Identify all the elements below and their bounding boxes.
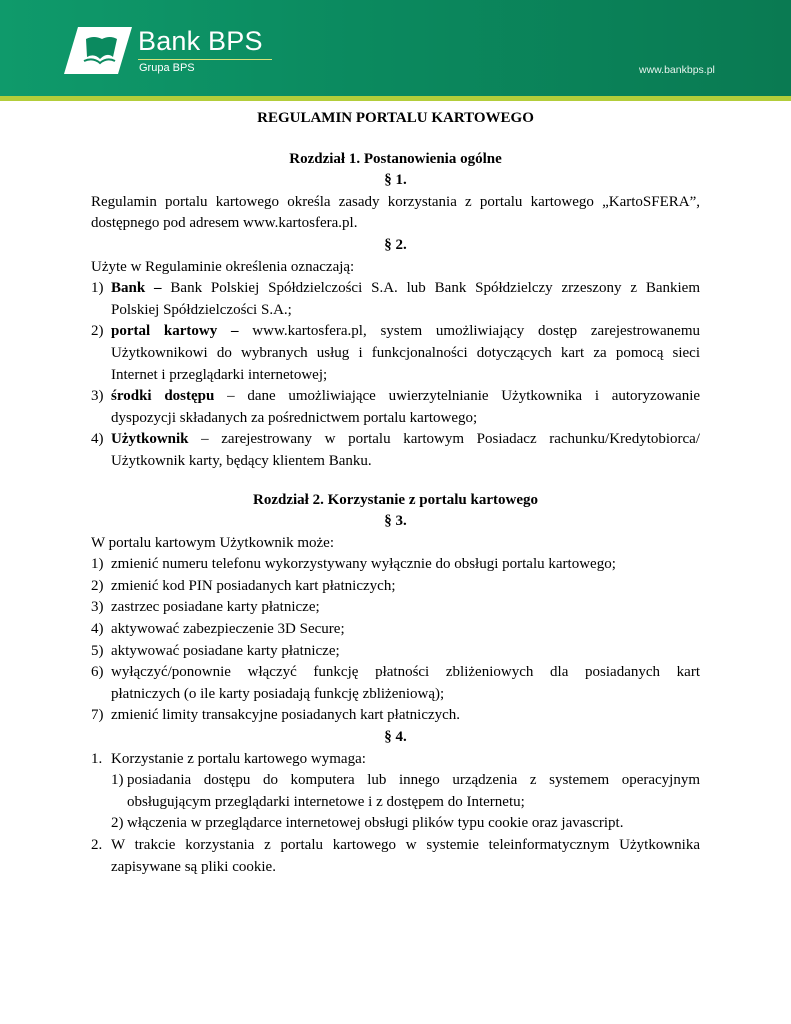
item-number: 2) [111, 815, 124, 832]
item-number: 1) [91, 280, 104, 297]
list-item-text: płatniczych (o ile karty posiadają funkcję zbliżeniową); [111, 685, 445, 702]
section-3-mark: § 3. [384, 513, 407, 530]
section-1-mark: § 1. [384, 172, 407, 189]
list-item-text: zmienić limity transakcyjne posiadanych kart płatniczych. [111, 707, 461, 724]
brand-name: Bank BPS [138, 26, 263, 56]
definition-text: – dane umożliwiające uwierzytelnianie Użytkownika i autoryzowanie [227, 388, 701, 405]
sub-list-item-text: obsługującym przeglądarki internetowe i z dostępem do Internetu; [127, 793, 525, 810]
item-number: 4) [91, 431, 104, 448]
item-number: 6) [91, 664, 104, 681]
list-item [91, 619, 700, 641]
list-item-text: zapisywane są pliki cookie. [111, 858, 276, 875]
list-item [91, 749, 700, 771]
sub-list-item [91, 770, 700, 813]
brand-group: Grupa BPS [139, 62, 195, 74]
chapter-1-heading: Rozdział 1. Postanowienia ogólne [289, 150, 502, 167]
site-url: www.bankbps.pl [639, 64, 715, 76]
list-item-text: zmienić kod PIN posiadanych kart płatniczych; [111, 577, 396, 594]
definition-text: dyspozycji składanych za pośrednictwem portalu kartowego; [111, 409, 478, 426]
page-header [0, 0, 791, 96]
list-item-text: aktywować zabezpieczenie 3D Secure; [111, 621, 345, 638]
list-item [91, 554, 700, 576]
definition-text: Użytkownikowi do wybranych usług i funkcjonalności dotyczących kart za pomocą sieci [111, 344, 700, 361]
item-number: 3) [91, 599, 104, 616]
definition-text: Polskiej Spółdzielczości S.A.; [111, 301, 292, 318]
definition-term: portal kartowy – [111, 323, 239, 340]
list-item [91, 597, 700, 619]
list-item [91, 662, 700, 705]
item-number: 2) [91, 577, 104, 594]
sub-list-item-text: włączenia w przeglądarce internetowej obsługi plików typu cookie oraz javascript. [127, 815, 624, 832]
list-item-text: Korzystanie z portalu kartowego wymaga: [111, 750, 366, 767]
definition-text: www.kartosfera.pl, system umożliwiający dostęp zarejestrowanemu [252, 323, 700, 340]
item-number: 1) [111, 772, 124, 789]
section-2-intro: Użyte w Regulaminie określenia oznaczają: [91, 258, 355, 275]
list-item-text: W trakcie korzystania z portalu kartowego w systemie teleinformatycznym Użytkownika [111, 837, 700, 853]
list-item-text: wyłączyć/ponownie włączyć funkcję płatności zbliżeniowych dla posiadanych kart [111, 664, 700, 681]
item-number: 1. [91, 750, 103, 767]
list-item [91, 641, 700, 663]
item-number: 2. [91, 837, 103, 853]
definition-item [91, 321, 700, 386]
list-item-text: aktywować posiadane karty płatnicze; [111, 642, 340, 659]
definition-term: środki dostępu [111, 388, 215, 405]
list-item [91, 576, 700, 598]
bank-bps-logo-icon [64, 27, 132, 74]
item-number: 5) [91, 642, 104, 659]
item-number: 4) [91, 621, 104, 638]
item-number: 7) [91, 707, 104, 724]
brand-divider [138, 59, 272, 60]
list-item [91, 835, 700, 878]
sub-list-item-text: posiadania dostępu do komputera lub innego urządzenia z systemem operacyjnym [127, 772, 700, 789]
list-item [91, 705, 700, 727]
document-body [91, 108, 700, 878]
chapter-2-heading: Rozdział 2. Korzystanie z portalu kartowego [253, 491, 538, 508]
definition-text: Internet i przeglądarki internetowej; [111, 366, 328, 383]
sub-list-item [91, 813, 700, 835]
section-3-intro: W portalu kartowym Użytkownik może: [91, 534, 335, 551]
definition-text: – zarejestrowany w portalu kartowym Posiadacz rachunku/Kredytobiorca/ [201, 431, 701, 448]
item-number: 2) [91, 323, 104, 340]
section-1-text-line: Regulamin portalu kartowego określa zasady korzystania z portalu kartowego „KartoSFERA”, [91, 193, 700, 210]
list-item-text: zastrzec posiadane karty płatnicze; [111, 599, 320, 616]
definition-item [91, 278, 700, 321]
definition-text: Bank Polskiej Spółdzielczości S.A. lub Bank Spółdzielczy zrzeszony z Bankiem [170, 280, 700, 297]
document-title: REGULAMIN PORTALU KARTOWEGO [257, 110, 534, 126]
section-2-mark: § 2. [384, 236, 407, 253]
definition-item [91, 386, 700, 429]
definition-term: Bank – [111, 280, 162, 297]
section-1-text-line: dostępnego pod adresem www.kartosfera.pl. [91, 215, 358, 232]
item-number: 3) [91, 388, 104, 405]
list-item-text: zmienić numeru telefonu wykorzystywany wyłącznie do obsługi portalu kartowego; [111, 556, 616, 573]
item-number: 1) [91, 556, 104, 573]
section-4-mark: § 4. [384, 729, 407, 746]
header-stripe [0, 96, 791, 101]
definition-text: Użytkownik karty, będący klientem Banku. [111, 452, 372, 469]
definition-item [91, 429, 700, 472]
definition-term: Użytkownik [111, 431, 189, 448]
